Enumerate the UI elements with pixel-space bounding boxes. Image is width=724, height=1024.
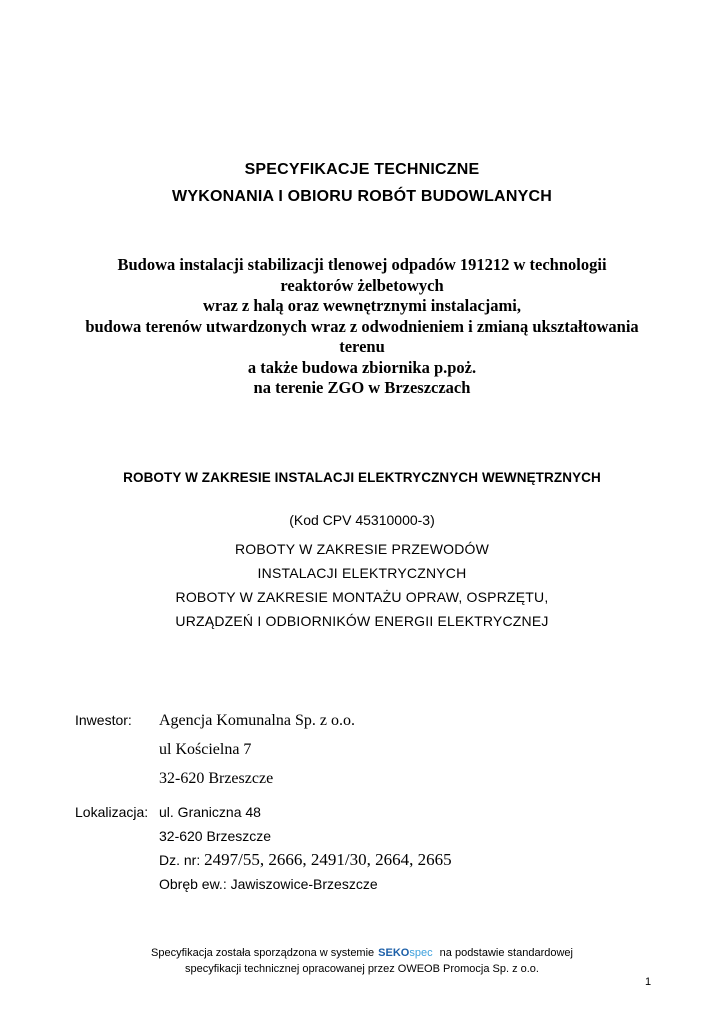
project-line: na terenie ZGO w Brzeszczach (253, 378, 471, 397)
page-number: 1 (644, 976, 652, 988)
location-label: Lokalizacja: (75, 804, 149, 820)
location-details (159, 800, 452, 896)
location-block (75, 800, 452, 896)
document-title (0, 156, 724, 210)
cpv-code: (Kod CPV 45310000-3) (289, 512, 435, 528)
investor-label: Inwestor: (75, 712, 132, 728)
scope-line: ROBOTY W ZAKRESIE MONTAŻU OPRAW, OSPRZĘTU, (175, 589, 549, 605)
location-district: Obręb ew.: Jawiszowice-Brzeszcze (159, 876, 378, 892)
project-line: a także budowa zbiornika p.poż. (247, 357, 477, 377)
footer-text-after: na podstawie standardowej (436, 947, 573, 959)
scope-line: ROBOTY W ZAKRESIE PRZEWODÓW (234, 541, 490, 557)
investor-city: 32-620 Brzeszcze (159, 770, 274, 787)
investor-street: ul Kościelna 7 (159, 741, 252, 758)
plots-numbers: 2497/55, 2666, 2491/30, 2664, 2665 (204, 850, 452, 869)
footer-line-2: specyfikacji technicznej opracowanej przez OWEOB Promocja Sp. z o.o. (185, 963, 539, 975)
project-line: terenu (339, 337, 385, 356)
scope-list (0, 537, 724, 633)
location-city: 32-620 Brzeszcze (159, 828, 272, 844)
brand-spec: spec (409, 947, 433, 959)
project-line: reaktorów żelbetowych (280, 275, 444, 295)
brand-seko: SEKO (378, 947, 410, 959)
investor-name: Agencja Komunalna Sp. z o.o. (159, 712, 355, 729)
project-line: budowa terenów utwardzonych wraz z odwodnieniem i zmianą ukształtowania (85, 316, 639, 336)
section-heading: ROBOTY W ZAKRESIE INSTALACJI ELEKTRYCZNYCH WEWNĘTRZNYCH (123, 470, 601, 485)
plots-label: Dz. nr: (159, 852, 205, 868)
footer-note (0, 945, 724, 977)
project-description (0, 255, 724, 399)
title-line-2: WYKONANIA I OBIORU ROBÓT BUDOWLANYCH (172, 188, 552, 205)
footer-text-before: Specyfikacja została sporządzona w systemie (151, 947, 375, 959)
investor-details (159, 706, 355, 793)
project-line: Budowa instalacji stabilizacji tlenowej odpadów 191212 w technologii (117, 255, 607, 274)
investor-block (75, 706, 355, 793)
title-line-1: SPECYFIKACJE TECHNICZNE (244, 161, 480, 178)
footer-line-1 (0, 945, 724, 961)
location-plots-line (159, 848, 452, 872)
location-street: ul. Graniczna 48 (159, 804, 261, 820)
scope-line: URZĄDZEŃ I ODBIORNIKÓW ENERGII ELEKTRYCZNEJ (175, 613, 549, 629)
scope-line: INSTALACJI ELEKTRYCZNYCH (257, 565, 467, 581)
project-line: wraz z halą oraz wewnętrznymi instalacjami, (202, 296, 521, 315)
